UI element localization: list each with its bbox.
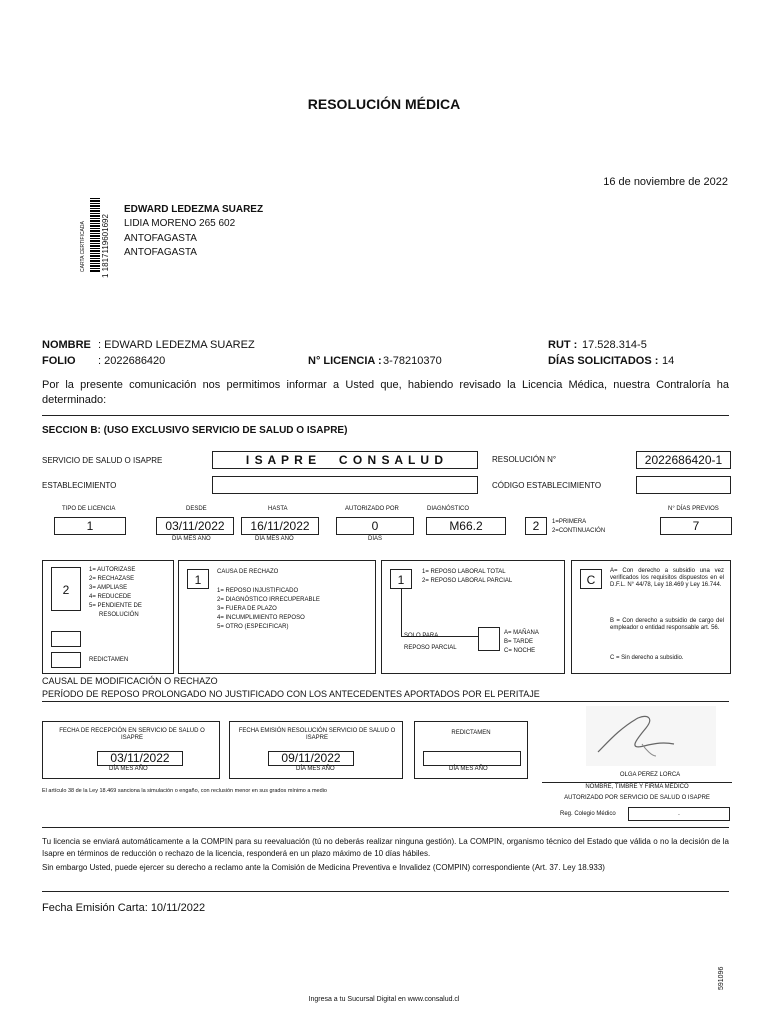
- ley-text: El artículo 38 de la Ley 18.469 sanciona la simulación o engaño, con reclusión menor en sus grados mínimo a medio: [42, 788, 327, 794]
- resol-option-3: 3= AMPLIASE: [89, 585, 128, 591]
- doctor-line1: NOMBRE, TIMBRE Y FIRMA MÉDICO: [585, 784, 689, 790]
- document-title: RESOLUCIÓN MÉDICA: [307, 96, 461, 112]
- autorizado-sub: DÍAS: [368, 536, 383, 542]
- divider: [42, 827, 729, 828]
- causa-option-1: 1= REPOSO INJUSTIFICADO: [217, 588, 299, 594]
- hasta-value: 16/11/2022: [241, 517, 319, 535]
- rut-label: RUT :: [548, 339, 578, 351]
- jornada-box: [478, 627, 500, 651]
- causal-text: PERÍODO DE REPOSO PROLONGADO NO JUSTIFICADO CON LOS ANTECEDENTES APORTADOS POR EL PERITAJE: [42, 689, 540, 699]
- recipient-city: ANTOFAGASTA: [124, 233, 197, 244]
- divider: [42, 891, 729, 892]
- autorizado-value: 0: [336, 517, 414, 535]
- causa-block: [178, 560, 376, 674]
- resolucion-label: RESOLUCIÓN N°: [492, 455, 557, 464]
- redictamen-sub: DÍA MES AÑO: [449, 766, 488, 772]
- establecimiento-label: ESTABLECIMIENTO: [42, 481, 117, 490]
- servicio-label: SERVICIO DE SALUD O ISAPRE: [42, 456, 163, 465]
- recipient-name: EDWARD LEDEZMA SUAREZ: [124, 204, 264, 215]
- emision-block: [229, 721, 403, 779]
- causa-value: 1: [187, 569, 209, 589]
- doctor-line2: AUTORIZADO POR SERVICIO DE SALUD O ISAPRE: [564, 795, 710, 801]
- reposo-option-2: 2= REPOSO LABORAL PARCIAL: [422, 578, 513, 584]
- subsidio-b: B = Con derecho a subsidio de cargo del empleador o entidad responsable art. 56.: [610, 618, 724, 631]
- dias-value: 14: [662, 355, 675, 367]
- reposo-block: [381, 560, 565, 674]
- folio-label: FOLIO: [42, 355, 76, 367]
- autorizado-label: AUTORIZADO POR: [345, 506, 399, 512]
- servicio-value: I S A P R E C O N S A L U D: [212, 451, 478, 469]
- folio-value: : 2022686420: [98, 355, 166, 367]
- emision-value: 09/11/2022: [268, 751, 354, 766]
- section-b-title: SECCION B: (USO EXCLUSIVO SERVICIO DE SALUD O ISAPRE): [42, 425, 348, 436]
- reg-label: Reg. Colegio Médico: [560, 811, 616, 817]
- continuacion-label: 2=CONTINUACIÓN: [552, 528, 606, 534]
- subsidio-a: A= Con derecho a subsidio una vez verificados los requisitos dispuestos en el D.F.L. N° 44/78, Ley 18.469 y Ley 16.744.: [610, 568, 724, 588]
- subsidio-c: C = Sin derecho a subsidio.: [610, 655, 684, 661]
- side-code: 591096: [718, 966, 725, 990]
- emision-label: FECHA EMISIÓN RESOLUCIÓN SERVICIO DE SALUD O ISAPRE: [238, 728, 396, 741]
- previos-value: 7: [660, 517, 732, 535]
- resol-option-4: 4= REDUCEDE: [89, 594, 132, 600]
- jornada-a: A= MAÑANA: [504, 630, 539, 636]
- solo-para-label: SOLO PARA: [404, 633, 439, 639]
- resol-option-2: 2= RECHAZASE: [89, 576, 135, 582]
- reposo-parcial-label: REPOSO PARCIAL: [404, 645, 457, 651]
- jornada-b: B= TARDE: [504, 639, 533, 645]
- codigo-label: CÓDIGO ESTABLECIMIENTO: [492, 481, 602, 490]
- desde-label: DESDE: [186, 506, 207, 512]
- subsidio-value: C: [580, 569, 602, 589]
- letter-date: 16 de noviembre de 2022: [603, 176, 728, 188]
- primera-value: 2: [525, 517, 547, 535]
- reposo-option-1: 1= REPOSO LABORAL TOTAL: [422, 569, 506, 575]
- recipient-address: LIDIA MORENO 265 602: [124, 218, 236, 229]
- diagnostico-value: M66.2: [426, 517, 506, 535]
- nombre-value: : EDWARD LEDEZMA SUAREZ: [98, 339, 255, 351]
- tipo-value: 1: [54, 517, 126, 535]
- redictamen-block: [414, 721, 528, 779]
- resol-value: 2: [51, 567, 81, 611]
- causa-option-4: 4= INCUMPLIMIENTO REPOSO: [217, 615, 305, 621]
- barcode-image: [80, 198, 114, 278]
- causa-option-2: 2= DIAGNÓSTICO IRRECUPERABLE: [217, 597, 320, 603]
- redictamen-label: REDICTAMEN: [89, 657, 129, 663]
- resol-box-2: [51, 631, 81, 647]
- causa-option-5: 5= OTRO (ESPECIFICAR): [217, 624, 289, 630]
- redictamen-fecha-label: REDICTAMEN: [451, 730, 491, 736]
- dias-label: DÍAS SOLICITADOS :: [548, 355, 659, 367]
- barcode-number: 1 1817119601692: [101, 214, 110, 278]
- signature-line: [542, 782, 732, 783]
- resol-option-5: 5= PENDIENTE DE: [89, 603, 142, 609]
- divider: [42, 701, 729, 702]
- resolucion-value: 2022686420-1: [636, 451, 731, 469]
- subsidio-block: [571, 560, 731, 674]
- redictamen-box: [51, 652, 81, 668]
- website-link[interactable]: Ingresa a tu Sucursal Digital en www.consalud.cl: [308, 996, 460, 1003]
- resolucion-block: [42, 560, 174, 674]
- barcode-label: CARTA CERTIFICADA: [80, 221, 86, 272]
- emision-sub: DÍA MES AÑO: [296, 766, 335, 772]
- licencia-label: N° LICENCIA :: [308, 355, 382, 367]
- hasta-label: HASTA: [268, 506, 288, 512]
- divider: [42, 415, 729, 416]
- causa-title: CAUSA DE RECHAZO: [217, 569, 279, 575]
- reg-value: .: [628, 807, 730, 821]
- diagnostico-label: DIAGNÓSTICO: [427, 506, 470, 512]
- licencia-value: 3-78210370: [383, 355, 442, 367]
- resol-option-6: RESOLUCIÓN: [99, 612, 139, 618]
- reposo-value: 1: [390, 569, 412, 589]
- footer-note-2: Sin embargo Usted, puede ejercer su derecho a reclamo ante la Comisión de Medicina Preventiva e Invalidez (COMPIN) correspondiente (Art. 37. Ley 18.933): [42, 863, 605, 872]
- recepcion-value: 03/11/2022: [97, 751, 183, 766]
- redictamen-fecha-value: [423, 751, 521, 766]
- recepcion-block: [42, 721, 220, 779]
- recepcion-label: FECHA DE RECEPCIÓN EN SERVICIO DE SALUD O ISAPRE: [59, 728, 205, 741]
- desde-value: 03/11/2022: [156, 517, 234, 535]
- intro-paragraph: Por la presente comunicación nos permitimos informar a Usted que, habiendo revisado la Licencia Médica, nuestra Contraloría ha determinado:: [42, 379, 729, 406]
- jornada-c: C= NOCHE: [504, 648, 536, 654]
- footer-note-1: Tu licencia se enviará automáticamente a la COMPIN para su reevaluación (tú no deberás realizar ninguna gestión). La COMPIN, organismo técnico del Estado que válida o no la decisión de la Isapre en términos de reducción o rechazo de la licencia, responderá en un plazo máximo de 10 días hábiles.: [42, 837, 729, 858]
- causa-option-3: 3= FUERA DE PLAZO: [217, 606, 277, 612]
- signature-image: [586, 706, 716, 766]
- reposo-bracket: [401, 589, 479, 637]
- fecha-emision: Fecha Emisión Carta: 10/11/2022: [42, 902, 206, 914]
- codigo-value: [636, 476, 731, 494]
- hasta-sub: DÍA MES AÑO: [255, 536, 294, 542]
- barcode-bars: [90, 198, 100, 272]
- recipient-region: ANTOFAGASTA: [124, 247, 197, 258]
- rut-value: 17.528.314-5: [582, 339, 647, 351]
- doctor-name: OLGA PEREZ LORCA: [619, 772, 681, 778]
- resol-option-1: 1= AUTORIZASE: [89, 567, 136, 573]
- primera-label: 1=PRIMERA: [552, 519, 587, 525]
- nombre-label: NOMBRE: [42, 339, 91, 351]
- previos-label: N° DÍAS PREVIOS: [668, 506, 719, 512]
- desde-sub: DÍA MES AÑO: [172, 536, 211, 542]
- tipo-label: TIPO DE LICENCIA: [62, 506, 116, 512]
- recepcion-sub: DÍA MES AÑO: [109, 766, 148, 772]
- establecimiento-value: [212, 476, 478, 494]
- causal-label: CAUSAL DE MODIFICACIÓN O RECHAZO: [42, 676, 218, 686]
